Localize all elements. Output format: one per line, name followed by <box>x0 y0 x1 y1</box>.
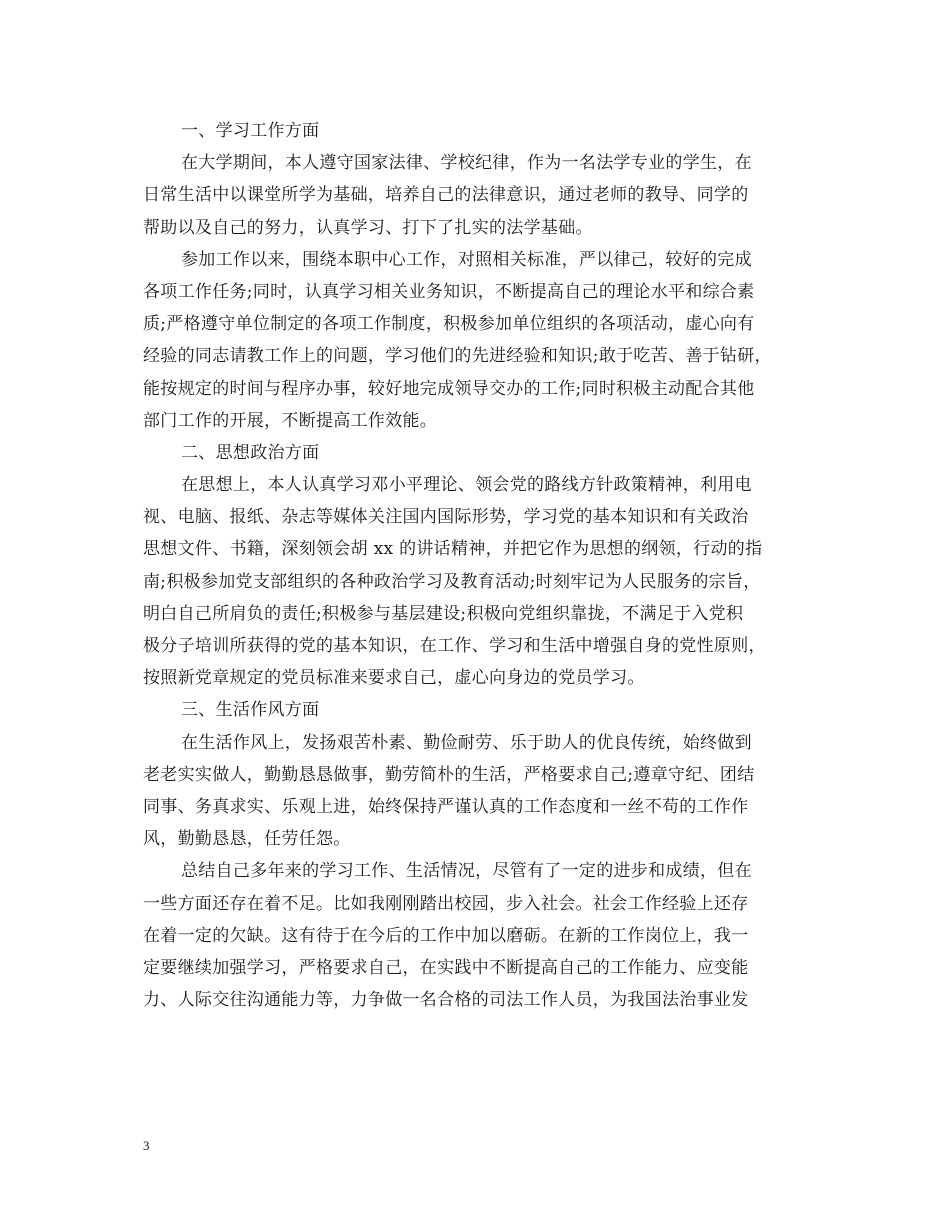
text-line-16: 明白自己所肩负的责任;积极参与基层建设;积极向党组织靠拢，不满足于入党积 <box>143 603 744 624</box>
text-line-5: 参加工作以来，围绕本职中心工作，对照相关标准，严以律己，较好的完成 <box>181 249 752 270</box>
text-line-10: 部门工作的开展，不断提高工作效能。 <box>143 410 438 431</box>
text-line-28: 力、人际交往沟通能力等，力争做一名合格的司法工作人员，为我国法治事业发 <box>143 990 749 1011</box>
text-line-14: 思想文件、书籍，深刻领会胡 xx 的讲话精神，并把它作为思想的纲领，行动的指 <box>143 539 763 560</box>
text-line-23: 风，勤勤恳恳，任劳任怨。 <box>143 829 351 850</box>
text-line-13: 视、电脑、报纸、杂志等媒体关注国内国际形势，学习党的基本知识和有关政治 <box>143 507 749 528</box>
text-line-18: 按照新党章规定的党员标准来要求自己，虚心向身边的党员学习。 <box>143 668 645 689</box>
text-line-19: 三、生活作风方面 <box>181 700 320 721</box>
text-line-22: 同事、务真求实、乐观上进，始终保持严谨认真的工作态度和一丝不苟的工作作 <box>143 796 749 817</box>
text-line-25: 一些方面还存在着不足。比如我刚刚踏出校园，步入社会。社会工作经验上还存 <box>143 893 749 914</box>
text-line-26: 在着一定的欠缺。这有待于在今后的工作中加以磨砺。在新的工作岗位上，我一 <box>143 925 749 946</box>
text-line-2: 在大学期间，本人遵守国家法律、学校纪律，作为一名法学专业的学生，在 <box>181 153 752 174</box>
text-line-24: 总结自己多年来的学习工作、生活情况，尽管有了一定的进步和成绩，但在 <box>181 861 752 882</box>
text-line-11: 二、思想政治方面 <box>181 442 320 463</box>
text-line-9: 能按规定的时间与程序办事，较好地完成领导交办的工作;同时积极主动配合其他 <box>143 378 755 399</box>
text-line-12: 在思想上，本人认真学习邓小平理论、领会党的路线方针政策精神，利用电 <box>181 475 752 496</box>
text-line-7: 质;严格遵守单位制定的各项工作制度，积极参加单位组织的各项活动，虚心向有 <box>143 314 755 335</box>
page-number: 3 <box>143 1138 150 1153</box>
text-line-20: 在生活作风上，发扬艰苦朴素、勤俭耐劳、乐于助人的优良传统，始终做到 <box>181 732 752 753</box>
text-line-4: 帮助以及自己的努力，认真学习、打下了扎实的法学基础。 <box>143 217 593 238</box>
text-line-15: 南;积极参加党支部组织的各种政治学习及教育活动;时刻牢记为人民服务的宗旨， <box>143 571 761 592</box>
text-line-3: 日常生活中以课堂所学为基础，培养自己的法律意识，通过老师的教导、同学的 <box>143 185 749 206</box>
text-line-17: 极分子培训所获得的党的基本知识，在工作、学习和生活中增强自身的党性原则， <box>143 636 766 656</box>
text-line-1: 一、学习工作方面 <box>181 121 320 141</box>
text-line-6: 各项工作任务;同时，认真学习相关业务知识，不断提高自己的理论水平和综合素 <box>143 281 755 302</box>
text-line-8: 经验的同志请教工作上的问题，学习他们的先进经验和知识;敢于吃苦、善于钻研， <box>143 346 772 367</box>
text-line-21: 老老实实做人，勤勤恳恳做事，勤劳简朴的生活，严格要求自己;遵章守纪、团结 <box>143 764 755 785</box>
text-line-27: 定要继续加强学习，严格要求自己，在实践中不断提高自己的工作能力、应变能 <box>143 957 749 978</box>
document-body <box>143 115 808 1016</box>
